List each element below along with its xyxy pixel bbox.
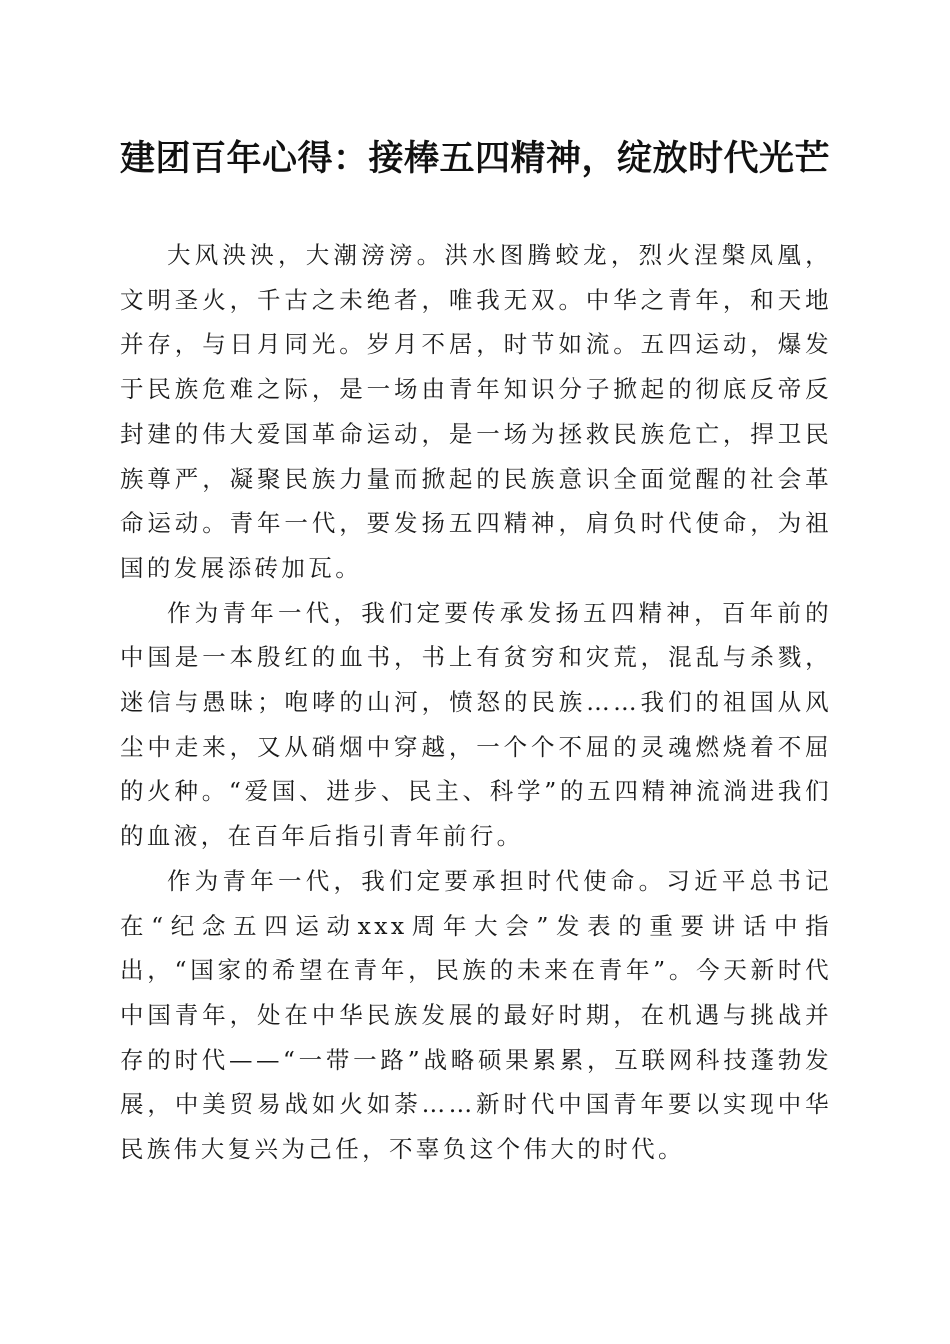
document-body [120, 233, 832, 1172]
document-title: 建团百年心得：接棒五四精神，绽放时代光芒 [119, 138, 830, 179]
paragraph-3: 作为青年一代，我们定要承担时代使命。习近平总书记在“纪念五四运动xxx周年大会”发表的重要讲话中指出，“国家的希望在青年，民族的未来在青年”。今天新时代中国青年，处在中华民族发展的最好时期，在机遇与挑战并存的时代——“一带一路”战略硕果累累，互联网科技蓬勃发展，中美贸易战如火如荼……新时代中国青年要以实现中华民族伟大复兴为己任，不辜负这个伟大的时代。 [120, 866, 832, 1164]
paragraph-1: 大风泱泱，大潮滂滂。洪水图腾蛟龙，烈火涅槃凤凰，文明圣火，千古之未绝者，唯我无双。中华之青年，和天地并存，与日月同光。岁月不居，时节如流。五四运动，爆发于民族危难之际，是一场由青年知识分子掀起的彻底反帝反封建的伟大爱国革命运动，是一场为拯救民族危亡，捍卫民族尊严，凝聚民族力量而掀起的民族意识全面觉醒的社会革命运动。青年一代，要发扬五四精神，肩负时代使命，为祖国的发展添砖加瓦。 [120, 241, 832, 582]
paragraph-2: 作为青年一代，我们定要传承发扬五四精神，百年前的中国是一本殷红的血书，书上有贫穷和灾荒，混乱与杀戮，迷信与愚昧；咆哮的山河，愤怒的民族……我们的祖国从风尘中走来，又从硝烟中穿越，一个个不屈的灵魂燃烧着不屈的火种。“爱国、进步、民主、科学”的五四精神流淌进我们的血液，在百年后指引青年前行。 [120, 598, 832, 851]
